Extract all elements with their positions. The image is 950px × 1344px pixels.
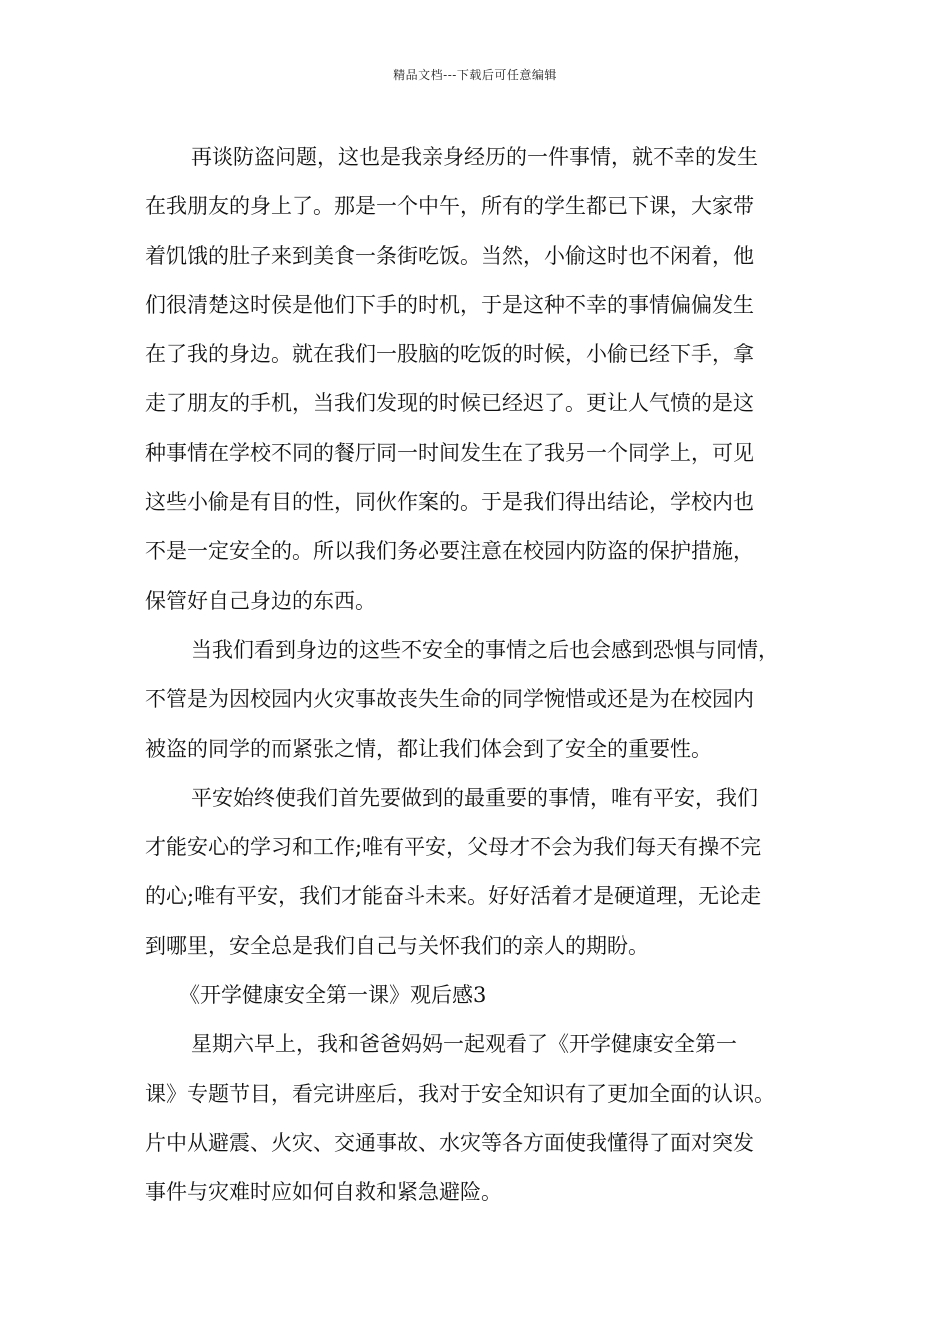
text-line: 到哪里，安全总是我们自己与关怀我们的亲人的期盼。	[145, 933, 649, 958]
text-line: 们很清楚这时侯是他们下手的时机，于是这种不幸的事情偏偏发生	[145, 292, 754, 317]
text-line: 课》专题节目，看完讲座后，我对于安全知识有了更加全面的认识。	[145, 1081, 775, 1106]
document-body	[145, 133, 811, 1218]
text-line: 种事情在学校不同的餐厅同一时间发生在了我另一个同学上，可见	[145, 440, 754, 465]
text-line: 保管好自己身边的东西。	[145, 588, 376, 613]
text-line: 不管是为因校园内火灾事故丧失生命的同学惋惜或还是为在校园内	[145, 687, 754, 712]
text-line: 事件与灾难时应如何自救和紧急避险。	[145, 1180, 502, 1205]
text-line: 平安始终使我们首先要做到的最重要的事情，唯有平安，我们	[191, 785, 758, 810]
text-line: 星期六早上，我和爸爸妈妈一起观看了《开学健康安全第一	[191, 1032, 737, 1057]
text-line: 不是一定安全的。所以我们务必要注意在校园内防盗的保护措施，	[145, 539, 754, 564]
text-line: 再谈防盗问题，这也是我亲身经历的一件事情，就不幸的发生	[191, 145, 758, 169]
text-line: 的心;唯有平安，我们才能奋斗未来。好好活着才是硬道理，无论走	[145, 884, 762, 909]
text-line: 当我们看到身边的这些不安全的事情之后也会感到恐惧与同情，	[191, 637, 779, 662]
text-line: 着饥饿的肚子来到美食一条街吃饭。当然，小偷这时也不闲着，他	[145, 243, 754, 268]
text-line: 片中从避震、火灾、交通事故、水灾等各方面使我懂得了面对突发	[145, 1130, 754, 1155]
page-header: 精品文档---下载后可任意编辑	[393, 68, 557, 82]
text-line: 这些小偷是有目的性，同伙作案的。于是我们得出结论，学校内也	[145, 490, 754, 515]
text-line: 才能安心的学习和工作;唯有平安，父母才不会为我们每天有操不完	[145, 835, 762, 860]
text-line: 走了朋友的手机，当我们发现的时候已经迟了。更让人气愤的是这	[145, 391, 754, 416]
text-line: 被盗的同学的而紧张之情，都让我们体会到了安全的重要性。	[145, 736, 712, 761]
text-line: 在我朋友的身上了。那是一个中午，所有的学生都已下课，大家带	[145, 194, 754, 219]
section-heading: 《开学健康安全第一课》观后感3	[179, 983, 487, 1008]
text-line: 在了我的身边。就在我们一股脑的吃饭的时候，小偷已经下手，拿	[145, 342, 754, 367]
